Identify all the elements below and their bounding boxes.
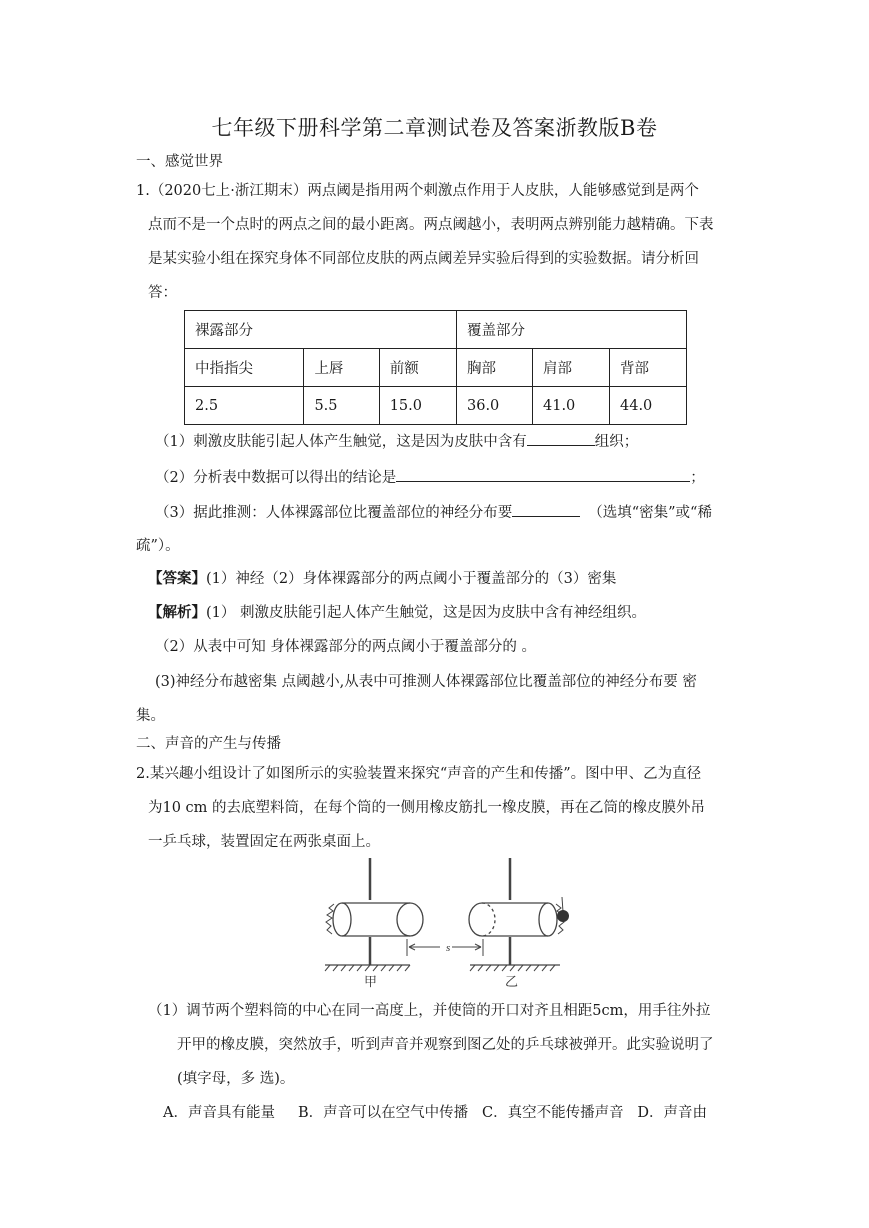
experiment-figure xyxy=(320,852,570,990)
table-cell: 15.0 xyxy=(379,387,456,425)
table-cell: 胸部 xyxy=(457,349,533,387)
question-2-line-3: 一乒乓球，装置固定在两张桌面上。 xyxy=(148,834,380,850)
question-2-options: A．声音具有能量 B．声音可以在空气中传播 C．真空不能传播声音 D．声音由 xyxy=(163,1105,708,1121)
table-cell: 5.5 xyxy=(304,387,379,425)
answer-text: (1）神经（2）身体裸露部分的两点阈小于覆盖部分的（3）密集 xyxy=(206,571,617,587)
analysis-text-1: (1） 刺激皮肤能引起人体产生触觉，这是因为皮肤中含有神经组织。 xyxy=(206,605,646,621)
answer-blank[interactable] xyxy=(512,502,580,517)
table-group-covered: 覆盖部分 xyxy=(457,311,687,349)
analysis-line-1 xyxy=(148,603,646,623)
table-cell: 41.0 xyxy=(533,387,610,425)
question-1-line-4: 答： xyxy=(148,285,177,301)
question-1-line-2: 点而不是一个点时的两点之间的最小距离。两点阈越小，表明两点辨别能力越精确。下表 xyxy=(148,217,714,233)
table-cell: 44.0 xyxy=(610,387,687,425)
ping-pong-ball xyxy=(557,910,569,922)
table-cell: 36.0 xyxy=(457,387,533,425)
question-1-line-3: 是某实验小组在探究身体不同部位皮肤的两点阈差异实验后得到的实验数据。请分析回 xyxy=(148,251,699,267)
figure-label-left: 甲 xyxy=(364,975,378,990)
table-header-row xyxy=(185,311,687,349)
table-group-exposed: 裸露部分 xyxy=(185,311,457,349)
question-1-sub-3 xyxy=(155,502,712,523)
page-title: 七年级下册科学第二章测试卷及答案浙教版B卷 xyxy=(211,116,658,140)
question-1-sub-3-cont: 疏”）。 xyxy=(136,538,180,554)
sub-1-text-end: 组织； xyxy=(594,434,639,450)
two-point-threshold-table xyxy=(184,310,687,425)
answer-blank[interactable] xyxy=(396,467,690,482)
question-2-line-1: 2.某兴趣小组设计了如图所示的实验装置来探究“声音的产生和传播”。图中甲、乙为直径 xyxy=(136,766,702,782)
table-cell: 背部 xyxy=(610,349,687,387)
table-row xyxy=(185,349,687,387)
analysis-line-4: 集。 xyxy=(136,708,165,724)
table-row xyxy=(185,387,687,425)
section-heading-2: 二、声音的产生与传播 xyxy=(136,736,281,752)
table-cell: 肩部 xyxy=(533,349,610,387)
distance-label: s xyxy=(446,942,451,954)
figure-label-right: 乙 xyxy=(505,975,519,990)
sub-3-text-mid: （选填“密集”或“稀 xyxy=(588,505,712,521)
question-1-line-1: 1.（2020七上·浙江期末）两点阈是指用两个刺激点作用于人皮肤，人能够感觉到是两个 xyxy=(136,183,699,199)
analysis-tag: 【解析】 xyxy=(148,604,206,621)
analysis-line-2: （2）从表中可知 身体裸露部分的两点阈小于覆盖部分的 。 xyxy=(155,639,536,655)
sub-3-text: （3）据此推测：人体裸露部位比覆盖部位的神经分布要 xyxy=(155,505,513,521)
question-1-sub-2 xyxy=(155,467,705,488)
table-cell: 2.5 xyxy=(185,387,304,425)
sub-2-text-end: ； xyxy=(690,470,705,486)
table-cell: 中指指尖 xyxy=(185,349,304,387)
table-cell: 前额 xyxy=(379,349,456,387)
answer-blank[interactable] xyxy=(527,431,595,446)
question-2-sub-1-line-2: 开甲的橡皮膜，突然放手，听到声音并观察到图乙处的乒乓球被弹开。此实验说明了 xyxy=(177,1037,714,1053)
question-1-sub-1 xyxy=(155,431,638,452)
question-2-line-2: 为10 cm 的去底塑料筒，在每个筒的一侧用橡皮筋扎一橡皮膜，再在乙筒的橡皮膜外吊 xyxy=(148,800,706,816)
question-2-sub-1-line-1: （1）调节两个塑料筒的中心在同一高度上，并使筒的开口对齐且相距5cm，用手往外拉 xyxy=(148,1003,711,1019)
table-cell: 上唇 xyxy=(304,349,379,387)
answer-line xyxy=(148,569,616,589)
analysis-line-3: (3)神经分布越密集 点阈越小,从表中可推测人体裸露部位比覆盖部位的神经分布要 密 xyxy=(155,674,697,690)
sub-2-text: （2）分析表中数据可以得出的结论是 xyxy=(155,470,397,486)
section-heading-1: 一、感觉世界 xyxy=(136,154,223,170)
question-2-sub-1-line-3: (填字母，多 选)。 xyxy=(177,1071,295,1087)
sub-1-text: （1）刺激皮肤能引起人体产生触觉，这是因为皮肤中含有 xyxy=(155,434,527,450)
answer-tag: 【答案】 xyxy=(148,570,206,587)
